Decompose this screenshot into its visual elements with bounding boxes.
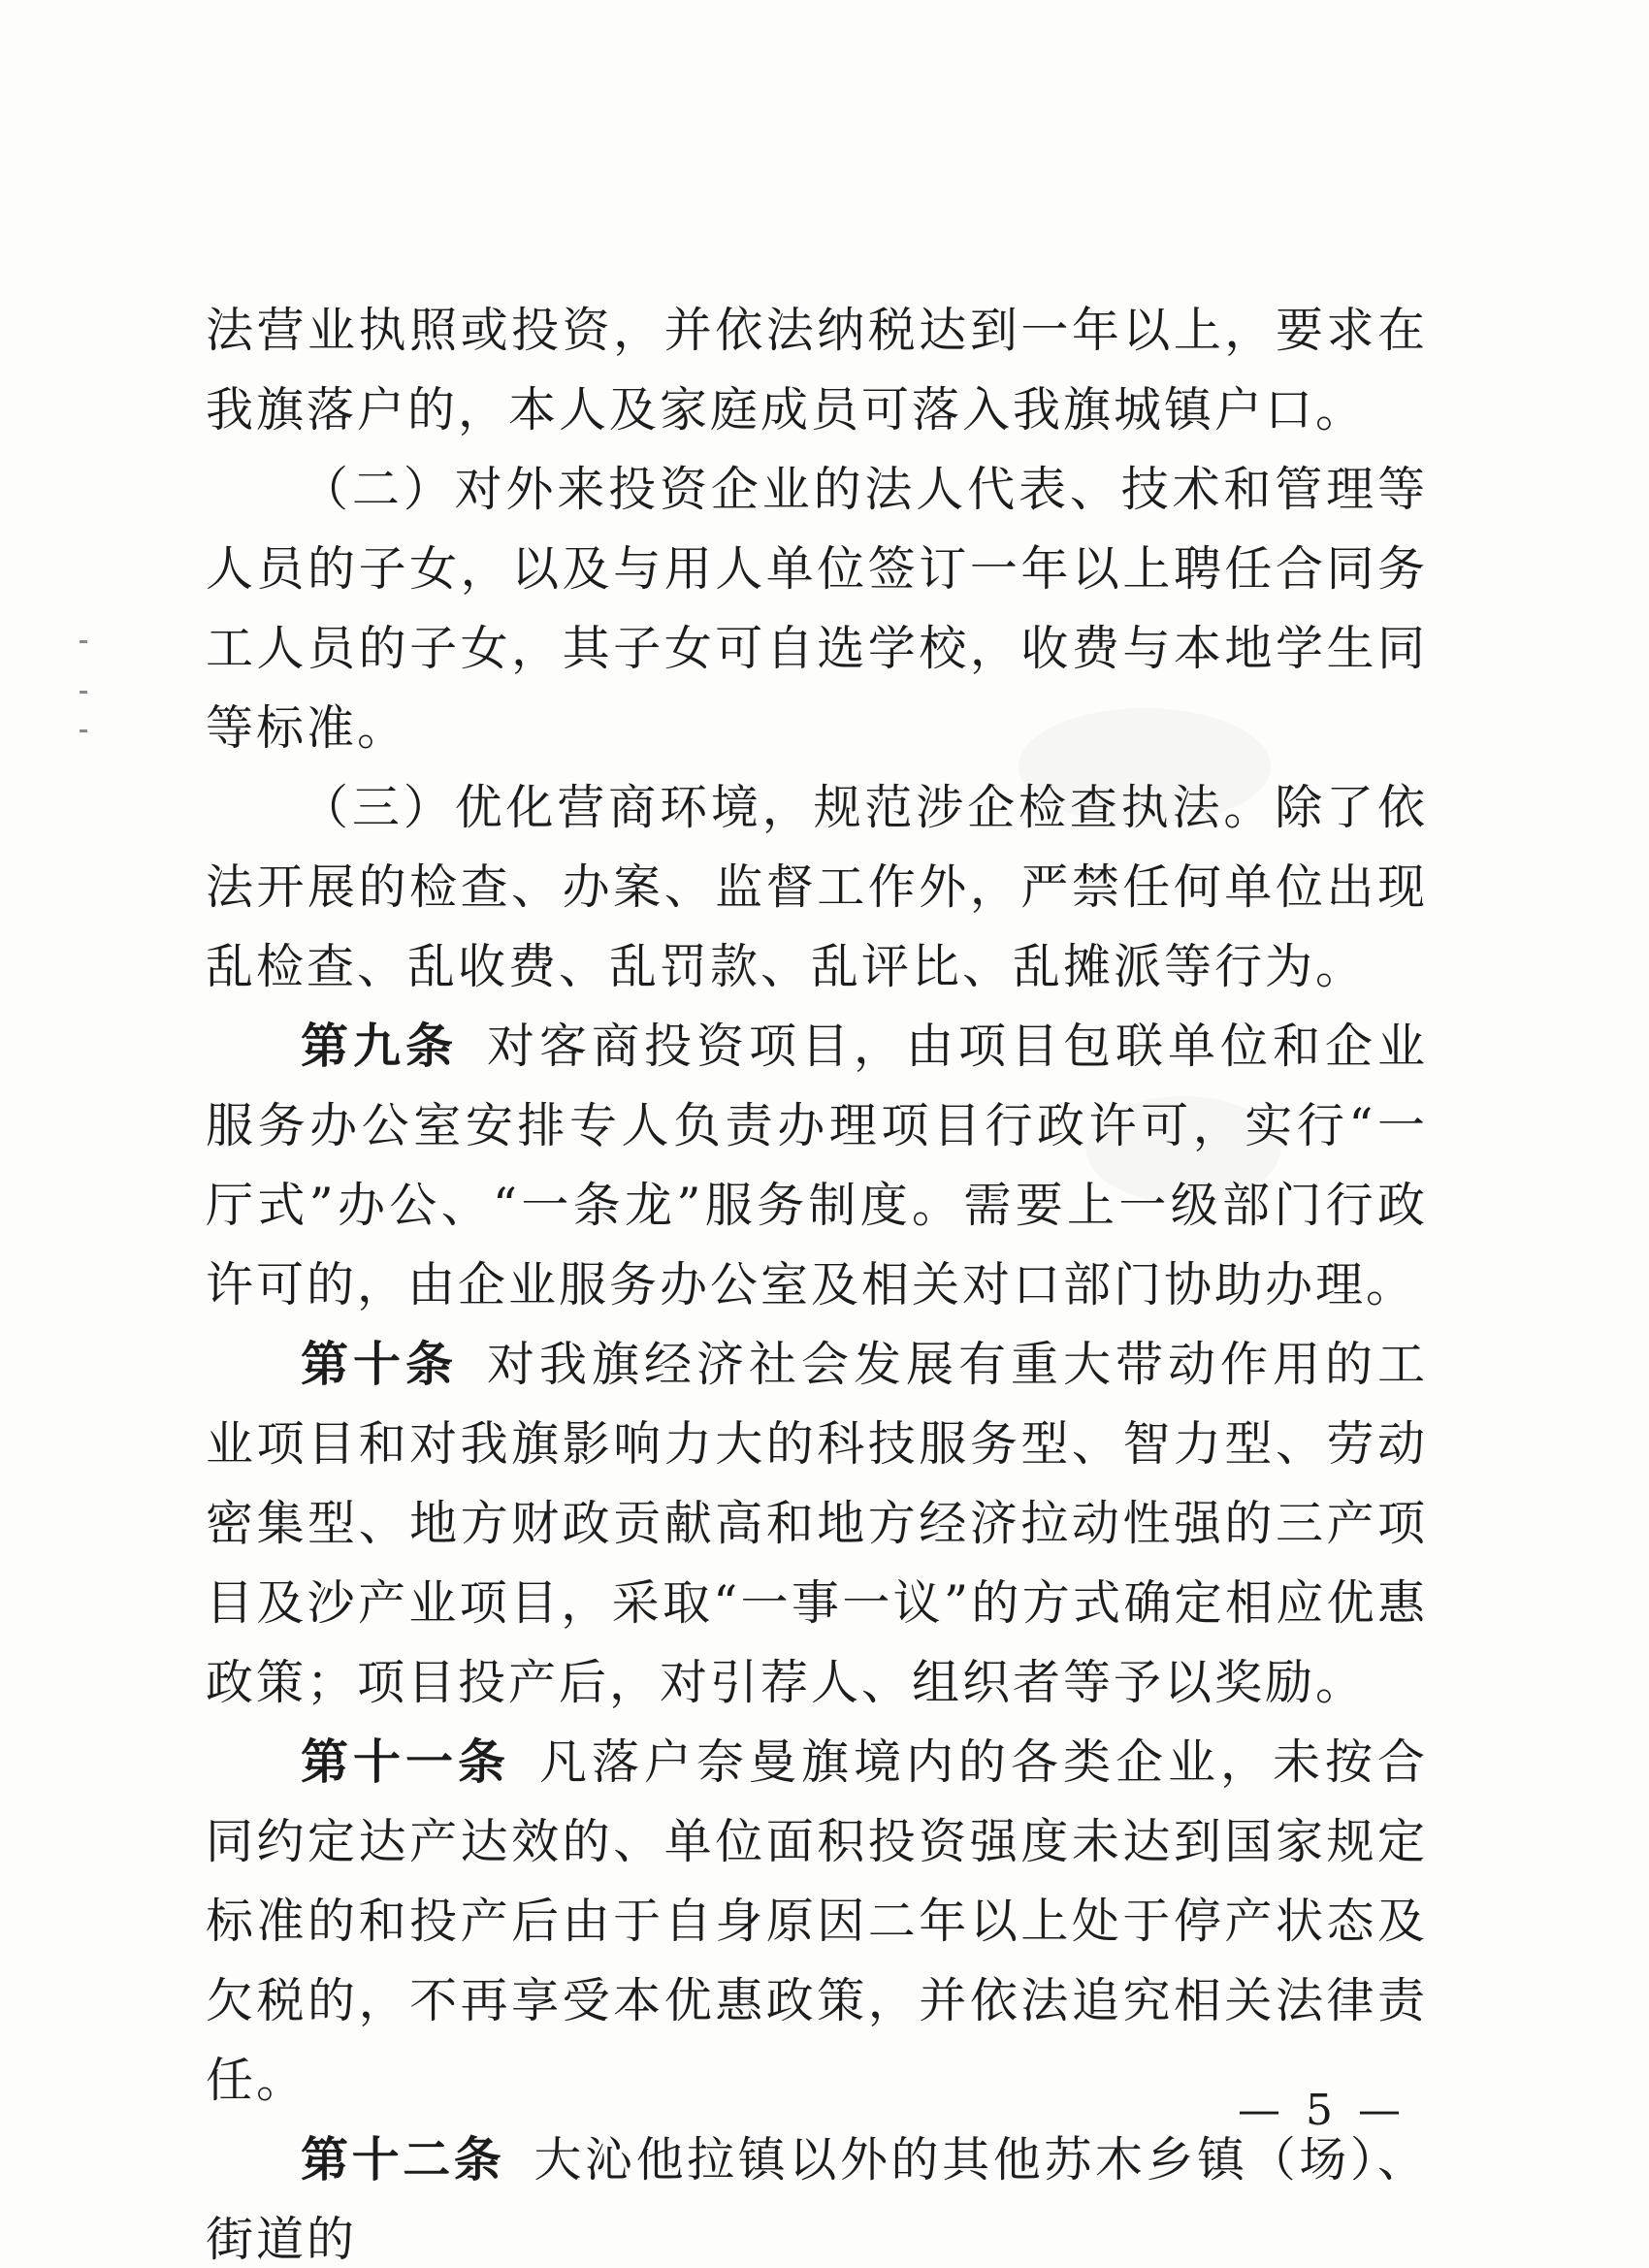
paragraph xyxy=(206,768,1428,1007)
article-paragraph xyxy=(206,1723,1428,2121)
paragraph-text: （三）优化营商环境，规范涉企检查执法。除了依法开展的检查、办案、监督工作外，严禁任何单位出现乱检查、乱收费、乱罚款、乱评比、乱摊派等行为。 xyxy=(206,780,1428,994)
paragraph-text: 大沁他拉镇以外的其他苏木乡镇（场）、街道的 xyxy=(206,2132,1428,2267)
article-heading: 第十二条 xyxy=(301,2132,505,2187)
paragraph-text: 法营业执照或投资，并依法纳税达到一年以上，要求在我旗落户的，本人及家庭成员可落入我旗城镇户口。 xyxy=(206,303,1428,437)
article-paragraph xyxy=(206,2121,1428,2268)
article-heading: 第十条 xyxy=(301,1337,458,1392)
margin-mark xyxy=(80,640,87,643)
margin-mark xyxy=(80,729,87,732)
paragraph-text: 凡落户奈曼旗境内的各类企业，未按合同约定达产达效的、单位面积投资强度未达到国家规定标准的和投产后由于自身原因二年以上处于停产状态及欠税的，不再享受本优惠政策，并依法追究相关法律责任。 xyxy=(206,1734,1428,2108)
article-paragraph xyxy=(206,1007,1428,1325)
paragraph-text: （二）对外来投资企业的法人代表、技术和管理等人员的子女，以及与用人单位签订一年以上聘任合同务工人员的子女，其子女可自选学校，收费与本地学生同等标准。 xyxy=(206,462,1428,756)
margin-mark xyxy=(80,691,87,694)
page-number: — 5 — xyxy=(1238,2086,1406,2135)
paragraph-text: 对客商投资项目，由项目包联单位和企业服务办公室安排专人负责办理项目行政许可，实行“一厅式”办公、“一条龙”服务制度。需要上一级部门行政许可的，由企业服务办公室及相关对口部门协助办理。 xyxy=(206,1019,1428,1312)
article-heading: 第九条 xyxy=(301,1019,458,1074)
article-paragraph xyxy=(206,1325,1428,1723)
paragraph xyxy=(206,450,1428,768)
body-text xyxy=(206,291,1428,2268)
paragraph-text: 对我旗经济社会发展有重大带动作用的工业项目和对我旗影响力大的科技服务型、智力型、劳动密集型、地方财政贡献高和地方经济拉动性强的三产项目及沙产业项目，采取“一事一议”的方式确定相应优惠政策；项目投产后，对引荐人、组织者等予以奖励。 xyxy=(206,1337,1428,1710)
paragraph xyxy=(206,291,1428,450)
article-heading: 第十一条 xyxy=(301,1734,510,1790)
